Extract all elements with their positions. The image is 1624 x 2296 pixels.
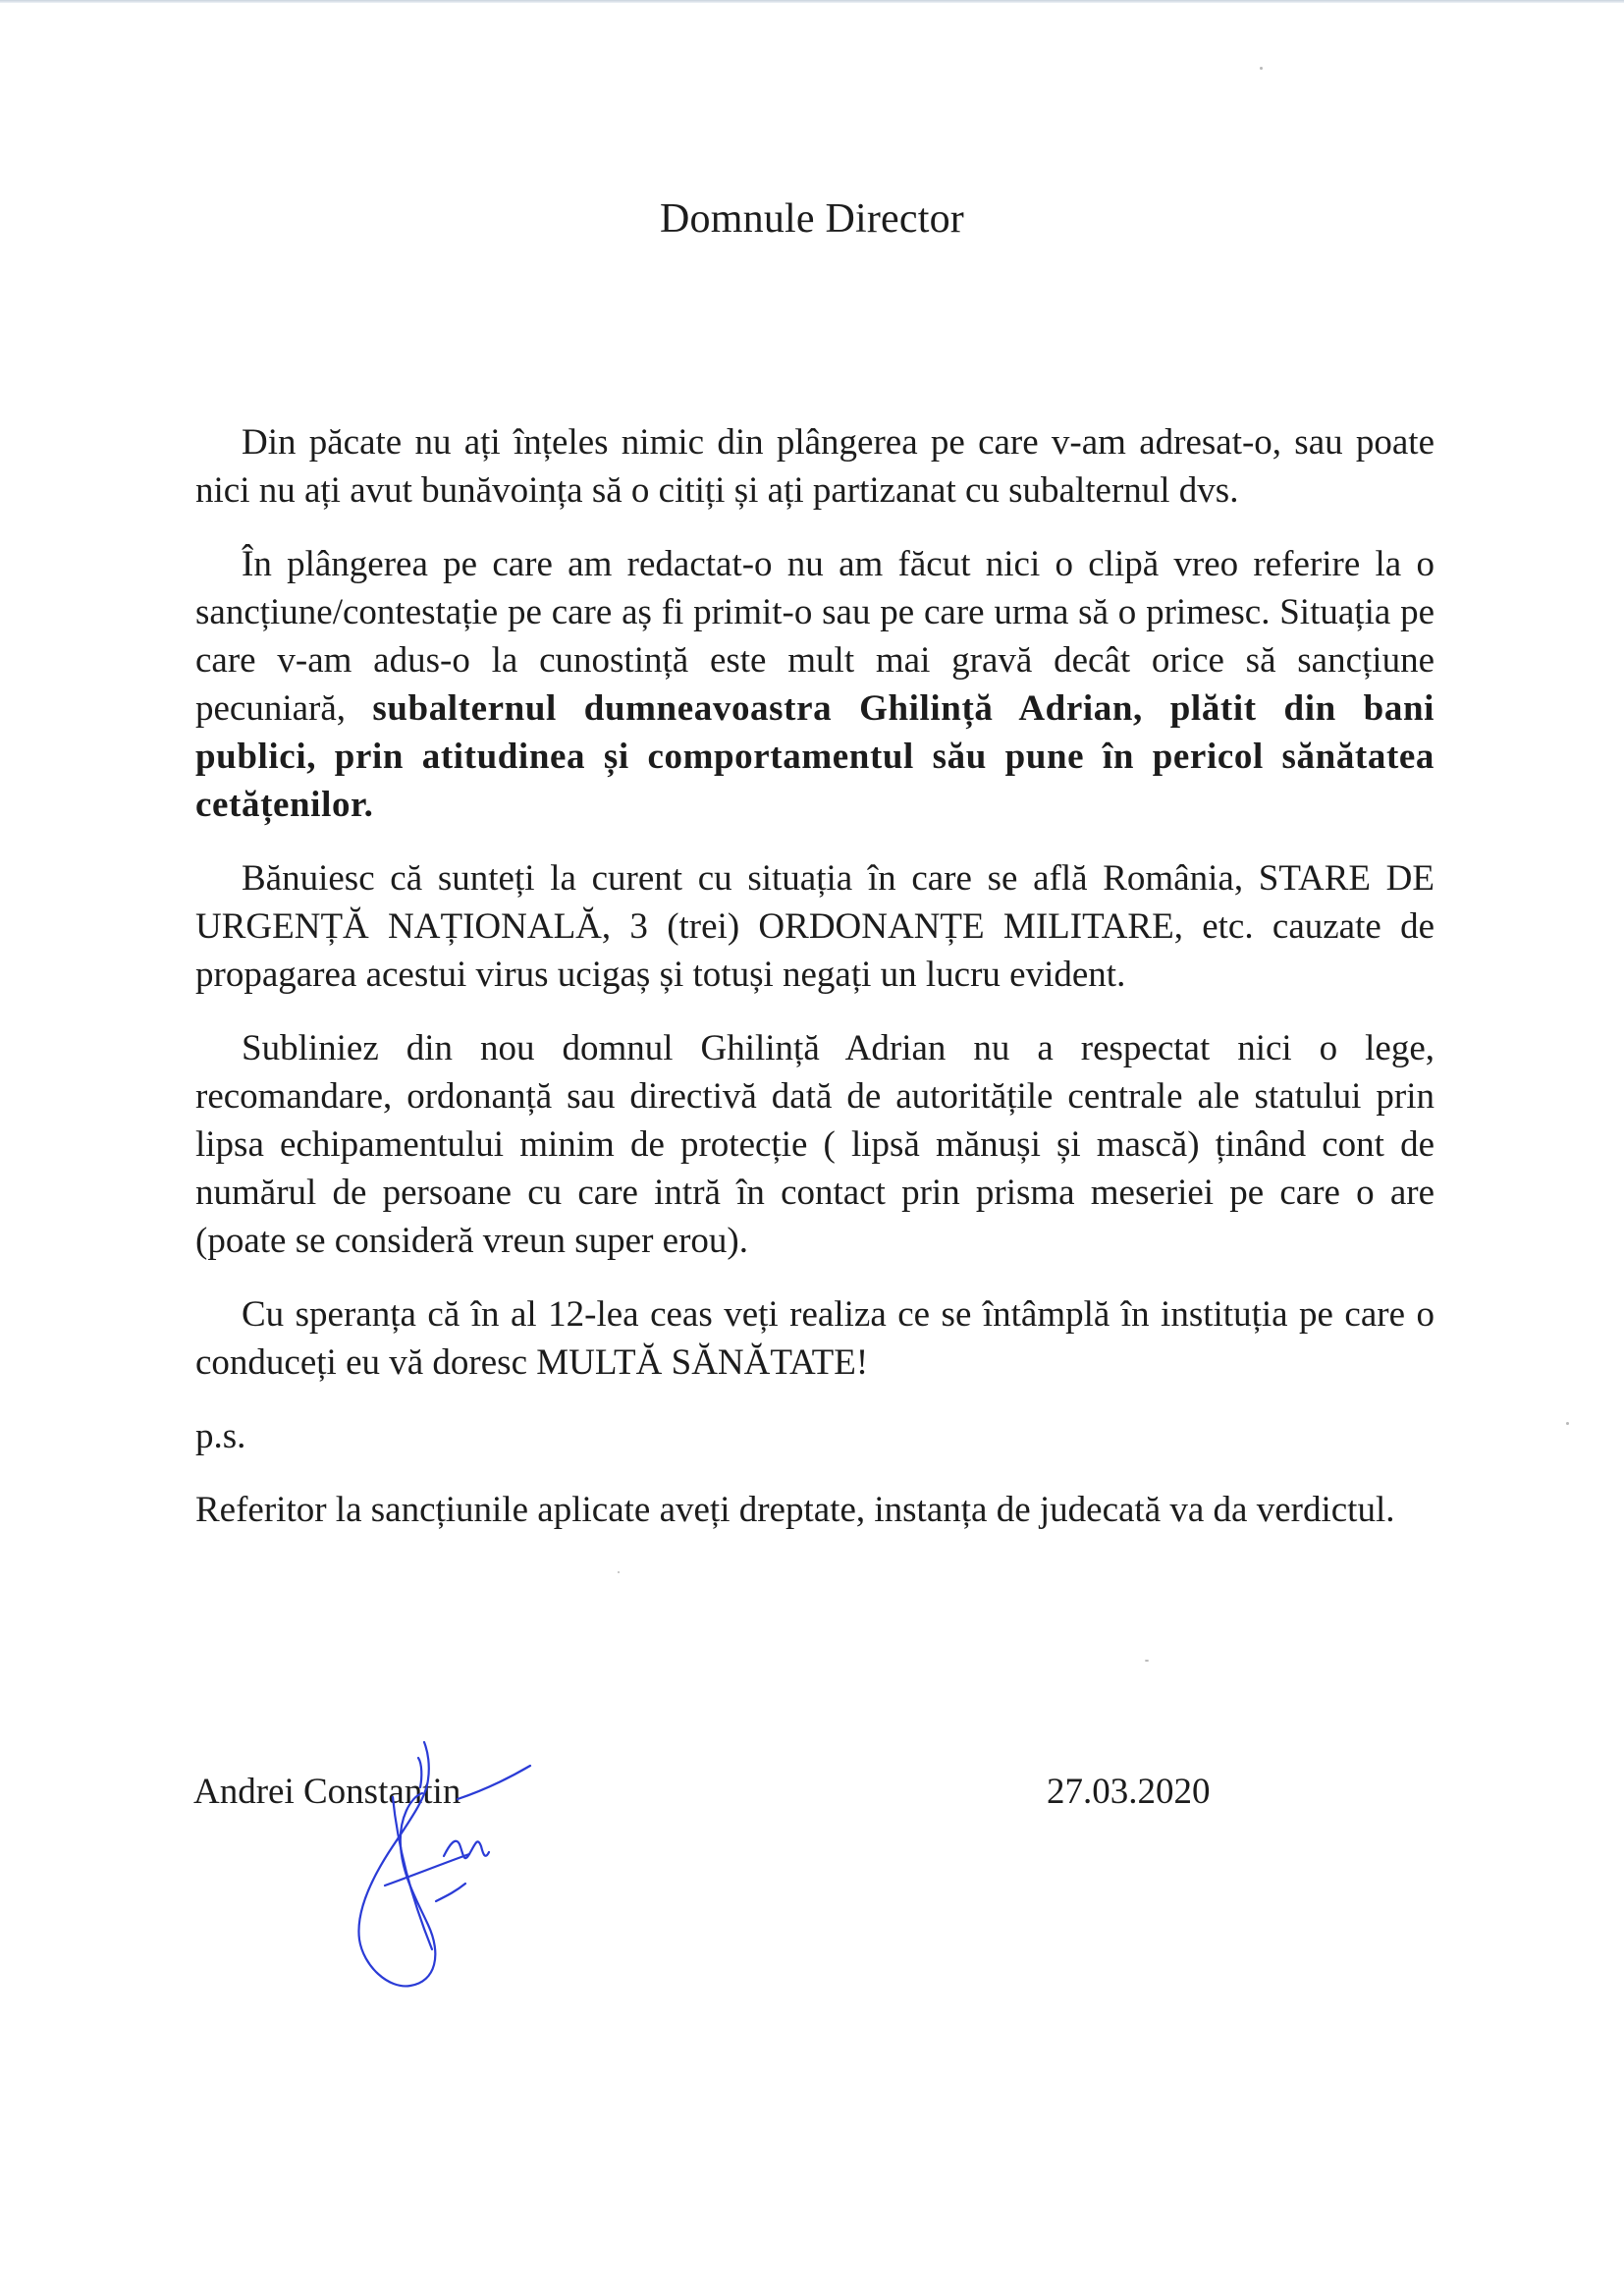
paper-speck [618,1571,620,1573]
paper-speck [1566,1422,1569,1425]
paragraph-2 [195,540,1435,829]
paper-speck [1145,1660,1149,1662]
paper-speck [1260,67,1263,70]
letter-body [195,418,1435,1559]
paragraph-1: Din păcate nu ați înțeles nimic din plângerea pe care v-am adresat-o, sau poate nici nu ați avut bunăvoința să o citiți și ați partizanat cu subalternul dvs. [195,422,1435,511]
ps-label: p.s. [195,1416,246,1456]
ps-text: Referitor la sancțiunile aplicate aveți dreptate, instanța de judecată va da verdictul. [195,1490,1395,1530]
paragraph-2-bold-text: subalternul dumneavoastra Ghilință Adrian, plătit din bani publici, prin atitudinea și comportamentul său pune în pericol sănătatea cetățenilor. [195,688,1435,825]
paragraph-2-text: În plângerea pe care am redactat-o nu am făcut nici o clipă vreo referire la o sancțiune/contestație pe care aș fi primit-o sau pe care urma să o primesc. Situația pe care v-am adus-o la cunostință este mult mai gravă decât orice să sancțiune pecuniară, [195,544,1435,729]
handwritten-signature [334,1738,560,2013]
paragraph-4: Subliniez din nou domnul Ghilință Adrian nu a respectat nici o lege, recomandare, ordonanță sau directivă dată de autoritățile centrale ale statului prin lipsa echipamentului minim de protecție ( lipsă mănuși și mască) ținând cont de numărul de persoane cu care intră în contact prin prisma meseriei pe care o are (poate se consideră vreun super erou). [195,1028,1435,1261]
letter-salutation: Domnule Director [660,196,964,242]
paragraph-3: Bănuiesc că sunteți la curent cu situația în care se află România, STARE DE URGENȚĂ NAȚIONALĂ, 3 (trei) ORDONANȚE MILITARE, etc. cauzate de propagarea acestui virus ucigaș și totuși negați un lucru evident. [195,858,1435,995]
letter-date: 27.03.2020 [1047,1772,1211,1812]
scan-top-edge [0,0,1624,3]
paragraph-5: Cu speranța că în al 12-lea ceas veți realiza ce se întâmplă în instituția pe care o conduceți eu vă doresc MULTĂ SĂNĂTATE! [195,1294,1435,1383]
signatory-name: Andrei Constantin [193,1772,461,1812]
